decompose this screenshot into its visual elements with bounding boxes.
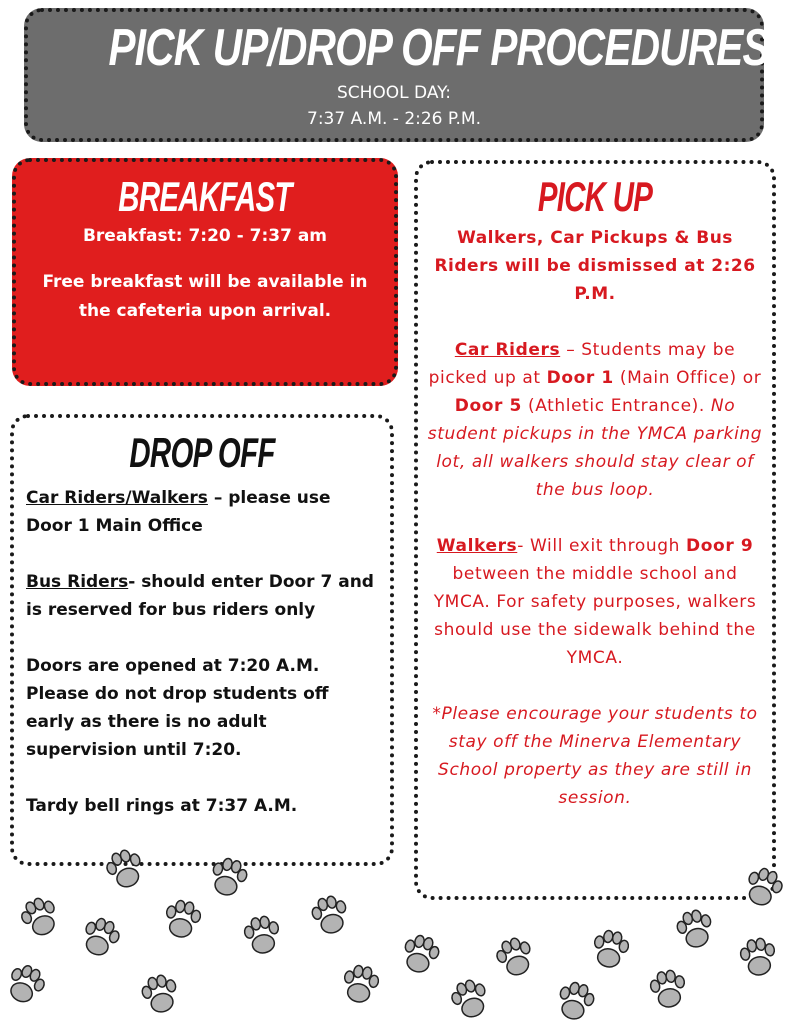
pickup-car-riders — [424, 336, 766, 504]
breakfast-time: Breakfast: 7:20 - 7:37 am — [82, 226, 328, 246]
pickup-car-riders-label: Car Riders — [454, 340, 561, 360]
door-5-label: Door 5 — [454, 396, 522, 416]
breakfast-heading: BREAKFAST — [118, 173, 292, 220]
dropoff-tardy-bell: Tardy bell rings at 7:37 A.M. — [26, 796, 298, 816]
pickup-car-text-1: – Students may be picked up at — [428, 340, 736, 388]
door-1-label: Door 1 — [546, 368, 614, 388]
pickup-note: *Please encourage your students to stay off the Minerva Elementary School property as they are still in session. — [432, 704, 758, 808]
pickup-walkers-text-1: - Will exit through — [517, 536, 687, 556]
breakfast-description: Free breakfast will be available in the cafeteria upon arrival. — [42, 272, 368, 321]
school-day-label: SCHOOL DAY: — [336, 83, 452, 103]
pickup-panel — [414, 160, 776, 900]
pickup-walkers-label: Walkers — [436, 536, 518, 556]
pickup-heading: PICK UP — [537, 173, 653, 220]
dropoff-doors-open: Doors are opened at 7:20 A.M. Please do not drop students off early as there is no adult supervision until 7:20. — [26, 656, 329, 760]
breakfast-panel — [12, 158, 398, 386]
header-banner — [24, 8, 769, 142]
page-title: PICK UP/DROP OFF PROCEDURES — [108, 19, 769, 77]
pickup-walkers — [424, 532, 766, 672]
car-riders-walkers-label: Car Riders/Walkers — [26, 488, 208, 508]
dropoff-panel — [10, 414, 394, 866]
bus-riders-text: - should enter Door 7 and is reserved for bus riders only — [26, 572, 374, 620]
paw-prints-decoration — [0, 840, 791, 1024]
bus-riders-label: Bus Riders — [26, 572, 129, 592]
dropoff-car-riders — [26, 484, 378, 540]
pickup-car-text-2: (Main Office) or — [613, 368, 762, 388]
pickup-walkers-text-2: between the middle school and YMCA. For safety purposes, walkers should use the sidewalk behind the YMCA. — [433, 564, 757, 668]
dropoff-heading: DROP OFF — [129, 429, 275, 476]
school-day-hours: 7:37 A.M. - 2:26 P.M. — [307, 109, 481, 129]
pickup-intro: Walkers, Car Pickups & Bus Riders will be dismissed at 2:26 P.M. — [434, 228, 756, 304]
pickup-car-text-3: (Athletic Entrance). — [521, 396, 711, 416]
dropoff-bus-riders — [26, 568, 378, 624]
door-9-label: Door 9 — [686, 536, 754, 556]
car-riders-walkers-text: – please use Door 1 Main Office — [26, 488, 331, 536]
pickup-car-italic: No student pickups in the YMCA parking lot, all walkers should stay clear of the bus loop. — [427, 396, 763, 500]
